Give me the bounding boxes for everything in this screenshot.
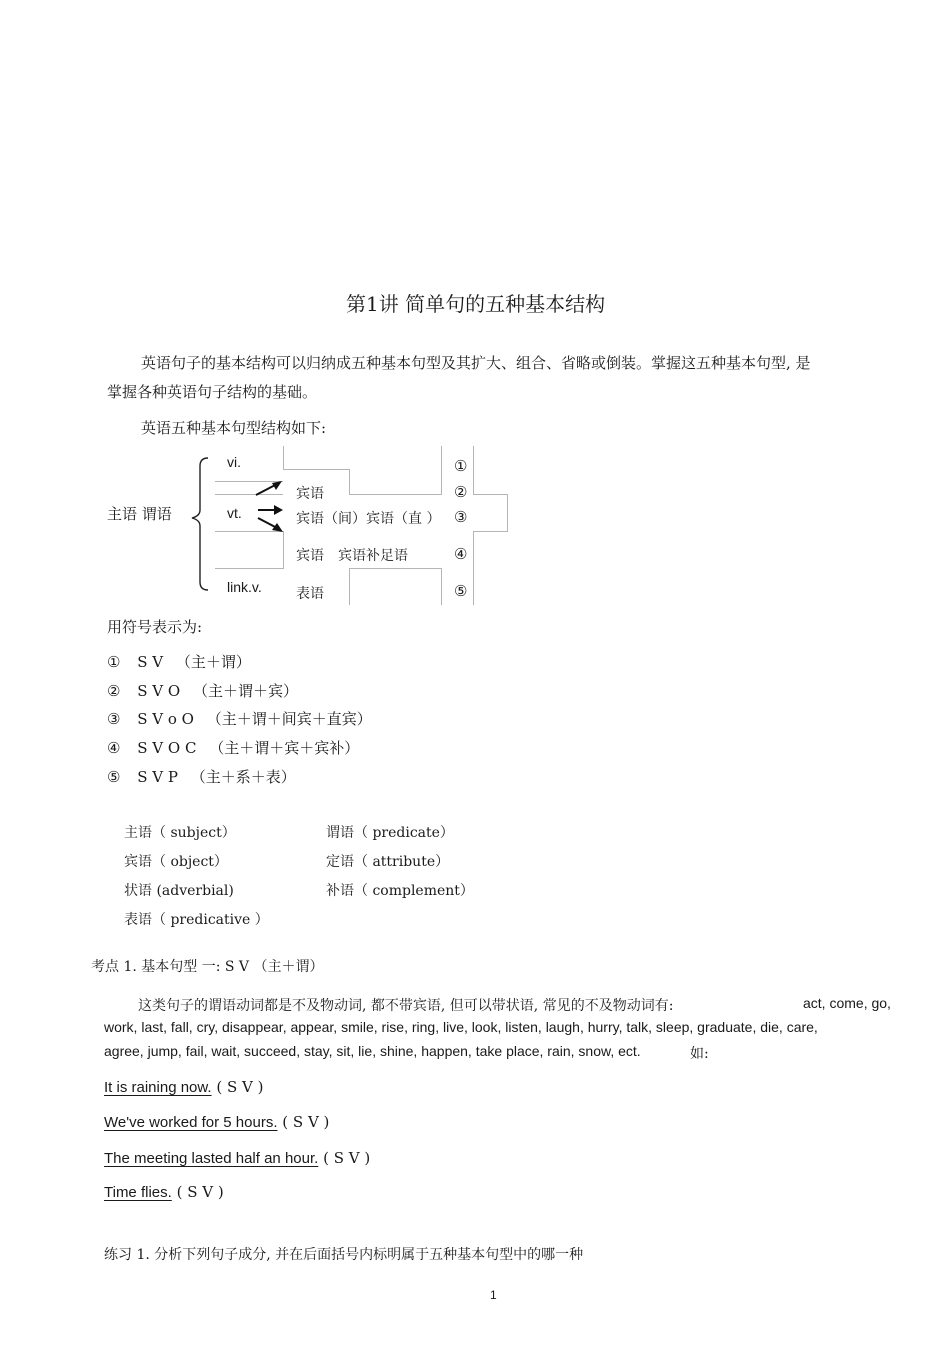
pattern-formula: S V o O bbox=[137, 710, 194, 728]
example-tag: ( S V ) bbox=[176, 1183, 224, 1201]
row3-label: 宾语（间）宾语（直 ） bbox=[296, 511, 441, 527]
vt-label: vt. bbox=[227, 505, 242, 521]
diagram-line bbox=[473, 446, 474, 495]
example-tag: ( S V ) bbox=[282, 1113, 330, 1131]
point1-heading: 考点 1. 基本句型 一: S V （主＋谓） bbox=[91, 959, 324, 975]
diagram-line bbox=[349, 568, 441, 569]
intro-line-1: 英语句子的基本结构可以归纳成五种基本句型及其扩大、组合、省略或倒装。掌握这五种基本句型, 是 bbox=[141, 354, 811, 372]
pattern-item bbox=[107, 708, 372, 729]
example-item bbox=[104, 1113, 329, 1131]
diagram-line bbox=[473, 531, 474, 605]
intro-line-3: 英语五种基本句型结构如下: bbox=[141, 419, 327, 437]
term-predicate: 谓语（ predicate） bbox=[326, 825, 454, 841]
term-adverbial: 状语 (adverbial) bbox=[124, 883, 234, 899]
pattern-formula: S V O C bbox=[137, 739, 197, 757]
example-sentence: It is raining now. bbox=[104, 1079, 212, 1096]
example-sentence: Time flies. bbox=[104, 1184, 172, 1201]
example-tag: ( S V ) bbox=[323, 1149, 371, 1167]
vi-label: vi. bbox=[227, 454, 241, 470]
pattern-number-2: ② bbox=[454, 483, 468, 501]
diagram-line bbox=[473, 494, 508, 495]
term-object: 宾语（ object） bbox=[124, 854, 228, 870]
example-sentence: We've worked for 5 hours. bbox=[104, 1114, 278, 1131]
point1-para-line1-cn: 这类句子的谓语动词都是不及物动词, 都不带宾语, 但可以带状语, 常见的不及物动词有: bbox=[138, 998, 674, 1014]
pattern-meaning: （主＋谓＋宾） bbox=[192, 682, 298, 700]
term-subject: 主语（ subject） bbox=[124, 825, 236, 841]
row4-object-label: 宾语 bbox=[296, 548, 324, 564]
term-attribute: 定语（ attribute） bbox=[326, 854, 450, 870]
pattern-number-4: ④ bbox=[454, 545, 468, 563]
pattern-item bbox=[107, 651, 251, 672]
diagram-line bbox=[349, 494, 441, 495]
pattern-number-3: ③ bbox=[454, 508, 468, 526]
exercise-heading: 练习 1. 分析下列句子成分, 并在后面括号内标明属于五种基本句型中的哪一种 bbox=[104, 1247, 584, 1263]
pattern-formula: S V bbox=[137, 653, 164, 671]
point1-para-line3: agree, jump, fail, wait, succeed, stay, sit, lie, shine, happen, take place, rain, snow, ect. bbox=[104, 1043, 641, 1059]
page-number: 1 bbox=[490, 1288, 497, 1302]
pattern-item bbox=[107, 737, 359, 758]
symbols-label: 用符号表示为: bbox=[107, 618, 203, 636]
example-sentence: The meeting lasted half an hour. bbox=[104, 1150, 319, 1167]
pattern-meaning: （主＋谓＋宾＋宾补） bbox=[209, 739, 360, 757]
pattern-num: ① bbox=[107, 653, 121, 671]
term-complement: 补语（ complement） bbox=[326, 883, 474, 899]
diagram-line bbox=[349, 568, 350, 605]
row5-label: 表语 bbox=[296, 586, 324, 602]
point1-para-line3-tail: 如: bbox=[690, 1046, 709, 1062]
pattern-num: ② bbox=[107, 682, 121, 700]
pattern-num: ③ bbox=[107, 710, 121, 728]
diagram-line bbox=[441, 568, 442, 605]
subject-predicate-label: 主语 谓语 bbox=[107, 505, 172, 523]
example-tag: ( S V ) bbox=[216, 1078, 264, 1096]
pattern-formula: S V O bbox=[137, 682, 181, 700]
pattern-item bbox=[107, 680, 298, 701]
pattern-number-1: ① bbox=[454, 457, 468, 475]
diagram-line bbox=[473, 531, 508, 532]
pattern-item bbox=[107, 766, 296, 787]
pattern-meaning: （主＋谓） bbox=[175, 653, 251, 671]
diagram-line bbox=[441, 446, 442, 495]
pattern-num: ⑤ bbox=[107, 768, 121, 786]
pattern-meaning: （主＋系＋表） bbox=[190, 768, 296, 786]
example-item bbox=[104, 1149, 370, 1167]
pattern-number-5: ⑤ bbox=[454, 582, 468, 600]
linkv-label: link.v. bbox=[227, 579, 262, 595]
diagram-line bbox=[283, 469, 349, 470]
row4-complement-label: 宾语补足语 bbox=[338, 548, 408, 564]
point1-para-line1-en: act, come, go, bbox=[803, 995, 891, 1011]
point1-para-line2: work, last, fall, cry, disappear, appear, smile, rise, ring, live, look, listen, laugh, hurry, talk, sleep, graduate, die, care, bbox=[104, 1019, 818, 1035]
row2-label: 宾语 bbox=[296, 486, 324, 502]
diagram-line bbox=[507, 494, 508, 532]
pattern-formula: S V P bbox=[137, 768, 178, 786]
term-predicative: 表语（ predicative ） bbox=[124, 912, 269, 928]
pattern-meaning: （主＋谓＋间宾＋直宾） bbox=[206, 710, 372, 728]
example-item bbox=[104, 1183, 224, 1201]
example-item bbox=[104, 1078, 263, 1096]
pattern-num: ④ bbox=[107, 739, 121, 757]
diagram-line bbox=[349, 469, 350, 495]
intro-line-2: 掌握各种英语句子结构的基础。 bbox=[107, 383, 318, 401]
page-title: 第1讲 简单句的五种基本结构 bbox=[346, 292, 606, 316]
